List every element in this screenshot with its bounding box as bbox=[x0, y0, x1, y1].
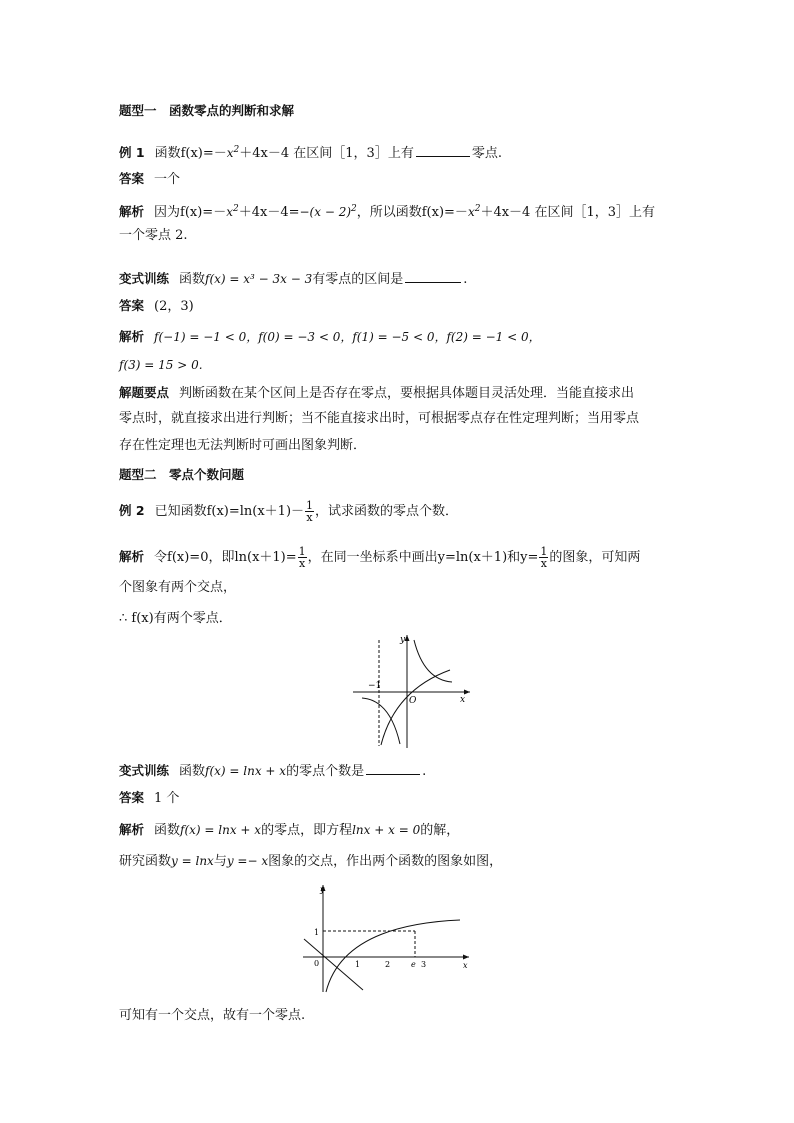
solution-math: $x^2$ bbox=[226, 204, 239, 219]
solution-math: y =− x bbox=[226, 854, 269, 868]
question-math: f(x) = lnx + x bbox=[205, 764, 287, 778]
solution-label: 解析 bbox=[119, 204, 145, 219]
solution-math: $-(x - 2)^2$ bbox=[299, 204, 357, 219]
question-text: . bbox=[422, 764, 427, 779]
solution-math: f(−1) = −1 < 0，f(0) = −3 < 0，f(1) = −5 < 0，f(2) = −1 < 0， bbox=[154, 330, 541, 344]
x-label: x bbox=[463, 961, 468, 970]
fraction-denominator: x bbox=[540, 557, 548, 570]
answer-label: 答案 bbox=[119, 171, 145, 186]
key-points-label: 解题要点 bbox=[119, 385, 170, 400]
solution-math: lnx + x = 0 bbox=[352, 823, 421, 837]
example-1-text-b: ＋4x－4 在区间［1，3］上有 bbox=[239, 146, 414, 161]
question-text: 的零点个数是 bbox=[286, 764, 365, 779]
curve-reciprocal-left bbox=[362, 698, 400, 744]
variant-label: 变式训练 bbox=[119, 271, 170, 286]
solution-text: 的解， bbox=[420, 823, 460, 838]
solution-text: ，在同一坐标系中画出y=ln(x＋1)和y= bbox=[307, 550, 539, 565]
variant-2-solution-line1 bbox=[119, 821, 459, 840]
solution-text: 的图象，可知两 bbox=[549, 550, 641, 565]
solution-text: 函数 bbox=[154, 823, 181, 838]
solution-math: y = lnx bbox=[171, 854, 214, 868]
variant-1-answer bbox=[119, 297, 194, 316]
answer-label: 答案 bbox=[119, 790, 145, 805]
question-text: 已知函数f(x)=ln(x＋1)－ bbox=[154, 504, 305, 519]
example-2-solution-line2: 个图象有两个交点， bbox=[119, 580, 237, 595]
x-tick-e: e bbox=[411, 960, 416, 969]
tick-label-minus-1: −1 bbox=[368, 681, 382, 691]
solution-label: 解析 bbox=[119, 329, 145, 344]
fraction bbox=[298, 546, 307, 569]
example-1-text-a: 函数f(x)=－ bbox=[154, 146, 227, 161]
question-text: 函数 bbox=[179, 764, 206, 779]
key-points-line1 bbox=[119, 384, 634, 403]
solution-math-text: −(x − 2) bbox=[299, 205, 352, 219]
solution-text: 与 bbox=[213, 854, 227, 869]
solution-text: 因为f(x)=－ bbox=[154, 205, 227, 220]
example-1-text-c: 零点. bbox=[471, 146, 502, 161]
example-2-question bbox=[119, 500, 458, 523]
fraction-numerator: 1 bbox=[306, 499, 314, 512]
example-1-solution-line2: 一个零点 2. bbox=[119, 228, 188, 243]
variant-2-solution-line2 bbox=[119, 852, 502, 871]
example-2-solution-line1 bbox=[119, 546, 640, 569]
fraction-numerator: 1 bbox=[540, 545, 548, 558]
y-axis-arrow bbox=[405, 635, 410, 641]
key-points-line2: 零点时，就直接求出进行判断；当不能直接求出时，可根据零点存在性定理判断；当用零点 bbox=[119, 411, 640, 426]
x-label: x bbox=[460, 695, 466, 705]
question-text: . bbox=[463, 272, 468, 287]
question-math: f(x) = x³ − 3x − 3 bbox=[205, 272, 313, 286]
y-label: y bbox=[400, 635, 406, 645]
variant-1-solution-line1 bbox=[119, 328, 541, 347]
solution-math: $x^2$ bbox=[467, 204, 481, 219]
section-title-1: 题型一 函数零点的判断和求解 bbox=[119, 103, 295, 118]
variant-2-question bbox=[119, 762, 426, 781]
solution-text: 令f(x)=0，即ln(x＋1)= bbox=[154, 550, 297, 565]
fraction bbox=[539, 546, 548, 569]
solution-text: ＋4x－4 在区间［1，3］上有 bbox=[480, 205, 656, 220]
y-label: y bbox=[320, 885, 325, 894]
solution-text: ，所以函数f(x)=－ bbox=[356, 205, 468, 220]
solution-text: 研究函数 bbox=[119, 854, 172, 869]
key-points-line3: 存在性定理也无法判断时可画出图象判断． bbox=[119, 438, 367, 453]
curve-reciprocal-right bbox=[414, 640, 452, 682]
variant-1-question bbox=[119, 270, 467, 289]
answer-text: 一个 bbox=[154, 172, 181, 187]
graph-lnx-and-neg-x bbox=[293, 880, 473, 995]
origin-label: O bbox=[409, 696, 417, 706]
answer-blank bbox=[416, 144, 470, 157]
answer-blank bbox=[366, 762, 420, 775]
example-1-label: 例 1 bbox=[119, 145, 145, 160]
fraction-numerator: 1 bbox=[298, 545, 306, 558]
example-1-question bbox=[119, 141, 502, 163]
fraction-denominator: x bbox=[299, 557, 306, 570]
example-2-solution-line3: ∴ f(x)有两个零点． bbox=[119, 611, 232, 626]
fraction bbox=[305, 500, 314, 523]
x-tick-2: 2 bbox=[385, 960, 391, 969]
question-text: 有零点的区间是 bbox=[312, 272, 404, 287]
example-1-answer bbox=[119, 170, 180, 189]
fraction-denominator: x bbox=[306, 511, 313, 524]
graph-ln-and-reciprocal bbox=[350, 630, 475, 750]
variant-2-answer bbox=[119, 789, 179, 808]
x-axis-arrow bbox=[463, 955, 469, 960]
solution-text: 的零点，即方程 bbox=[261, 823, 353, 838]
answer-text: (2，3) bbox=[154, 299, 194, 314]
variant-label: 变式训练 bbox=[119, 763, 170, 778]
answer-blank bbox=[405, 270, 461, 283]
origin-label: 0 bbox=[314, 959, 320, 968]
question-text: ，试求函数的零点个数． bbox=[315, 504, 459, 519]
solution-math: f(x) = lnx + x bbox=[180, 823, 262, 837]
variant-2-conclusion: 可知有一个交点，故有一个零点. bbox=[119, 1008, 306, 1023]
y-tick-1: 1 bbox=[314, 928, 320, 937]
question-text: 函数 bbox=[179, 272, 206, 287]
x-tick-1: 1 bbox=[355, 960, 361, 969]
key-points-text: 判断函数在某个区间上是否存在零点，要根据具体题目灵活处理．当能直接求出 bbox=[179, 386, 635, 401]
example-1-math-x2: $x^2$ bbox=[226, 145, 240, 160]
solution-text: 图象的交点，作出两个函数的图象如图， bbox=[268, 854, 503, 869]
x-axis-arrow bbox=[464, 690, 470, 695]
example-1-solution-line1 bbox=[119, 200, 655, 222]
x-tick-3: 3 bbox=[421, 960, 427, 969]
answer-text: 1 个 bbox=[154, 791, 180, 806]
variant-1-solution-line2: f(3) = 15 > 0. bbox=[119, 358, 203, 372]
solution-text: ＋4x－4= bbox=[238, 205, 300, 220]
solution-label: 解析 bbox=[119, 822, 145, 837]
solution-label: 解析 bbox=[119, 549, 145, 564]
example-2-label: 例 2 bbox=[119, 503, 145, 518]
answer-label: 答案 bbox=[119, 298, 145, 313]
section-title-2: 题型二 零点个数问题 bbox=[119, 467, 245, 482]
curve-ln bbox=[381, 670, 450, 745]
